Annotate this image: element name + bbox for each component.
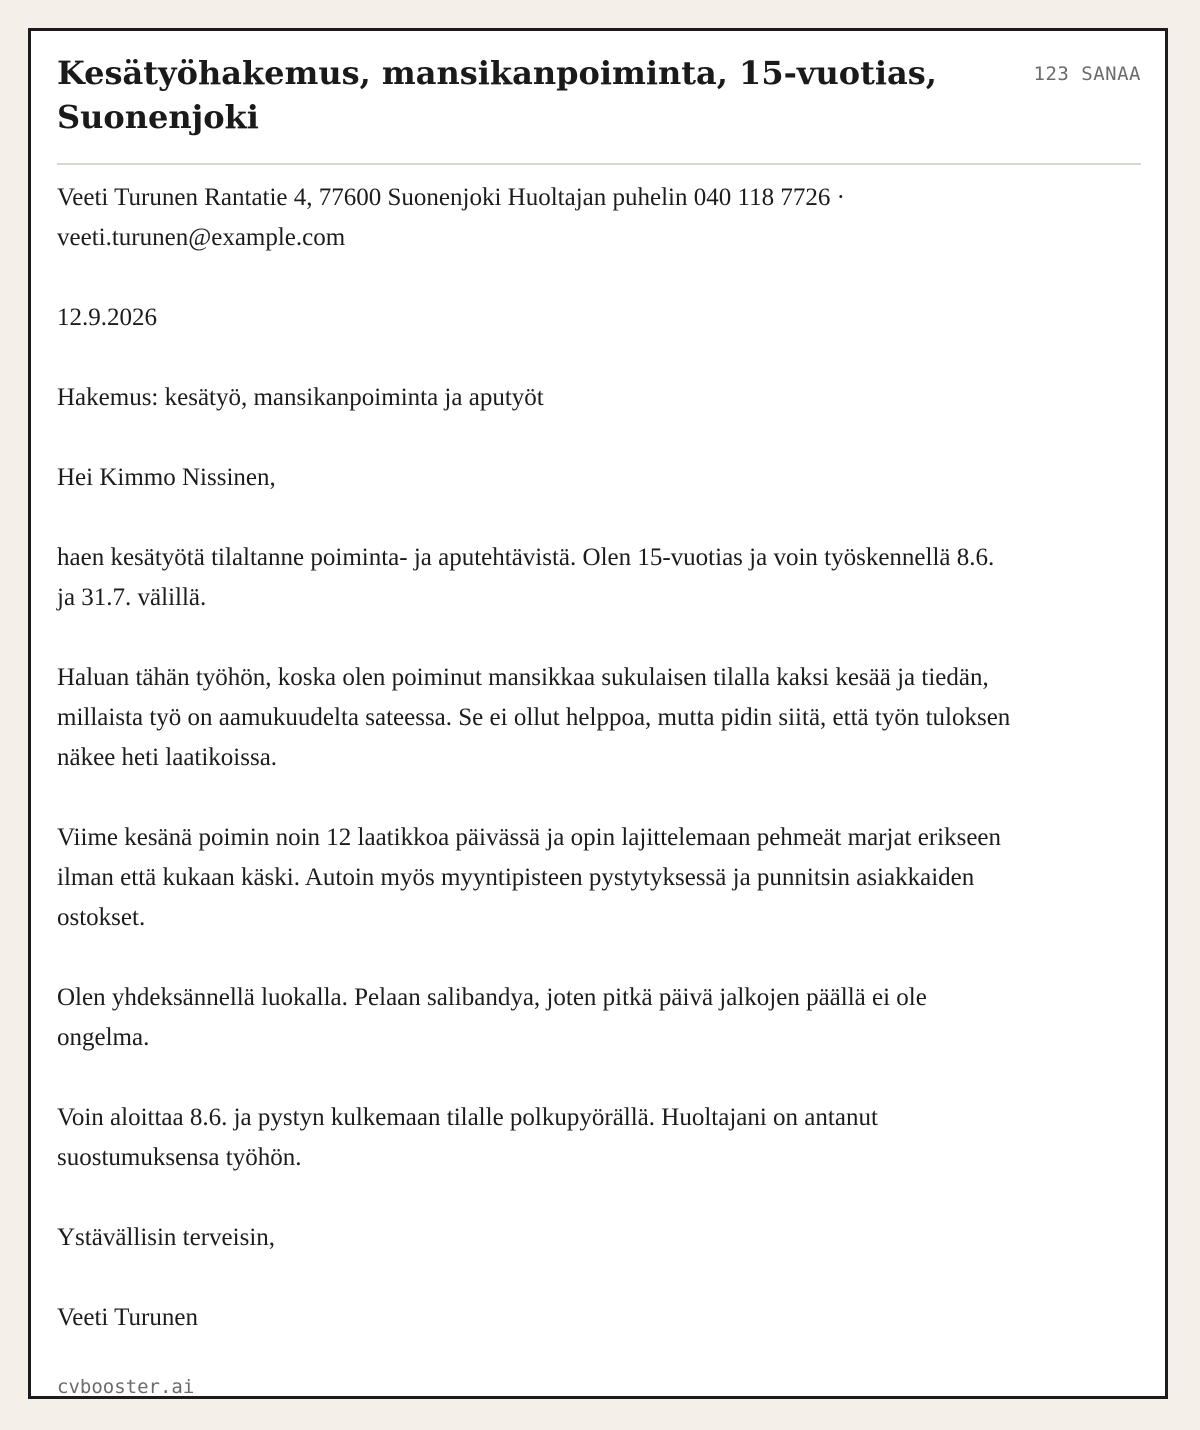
contact-line: Veeti Turunen Rantatie 4, 77600 Suonenjoki Huoltajan puhelin 040 118 7726 · veeti.turunen@example.com	[57, 184, 845, 251]
letter-subject: Hakemus: kesätyö, mansikanpoiminta ja aputyöt	[57, 384, 544, 411]
letter-date: 12.9.2026	[57, 304, 157, 331]
word-count-badge: 123 SANAA	[1033, 63, 1141, 85]
document-sheet	[28, 28, 1168, 1399]
letter-paragraph: haen kesätyötä tilaltanne poiminta- ja aputehtävistä. Olen 15-vuotias ja voin työskennellä 8.6. ja 31.7. välillä.	[57, 544, 995, 611]
letter-body	[57, 178, 1017, 1338]
letter-signature: Veeti Turunen	[57, 1304, 198, 1331]
letter-paragraph: Viime kesänä poimin noin 12 laatikkoa päivässä ja opin lajittelemaan pehmeät marjat erikseen ilman että kukaan käski. Autoin myös myyntipisteen pystytyksessä ja punnitsin asiakkaiden ostokset.	[57, 824, 1002, 931]
letter-paragraph: Haluan tähän työhön, koska olen poiminut mansikkaa sukulaisen tilalla kaksi kesää ja tiedän, millaista työ on aamukuudelta sateessa. Se ei ollut helppoa, mutta pidin siitä, että työn tuloksen näkee heti laatikoissa.	[57, 664, 1011, 771]
letter-paragraph: Olen yhdeksännellä luokalla. Pelaan salibandya, joten pitkä päivä jalkojen päällä ei ole ongelma.	[57, 984, 927, 1051]
footer-brand: cvbooster.ai	[57, 1376, 195, 1398]
letter-paragraph: Voin aloittaa 8.6. ja pystyn kulkemaan tilalle polkupyörällä. Huoltajani on antanut suostumuksensa työhön.	[57, 1104, 878, 1171]
document-title: Kesätyöhakemus, mansikanpoiminta, 15-vuotias, Suonenjoki	[57, 54, 937, 136]
letter-greeting: Hei Kimmo Nissinen,	[57, 464, 276, 491]
letter-closing: Ystävällisin terveisin,	[57, 1224, 276, 1251]
document-header	[57, 51, 1141, 165]
